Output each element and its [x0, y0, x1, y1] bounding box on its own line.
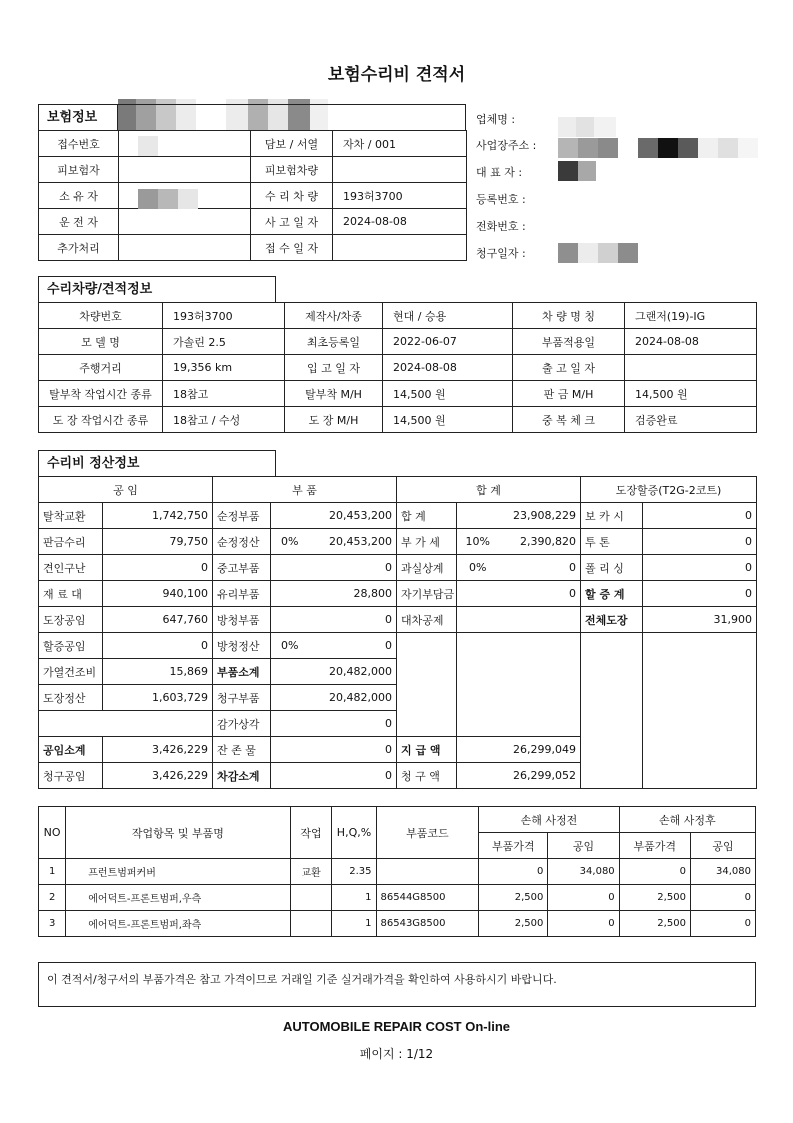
- item-cell: 프런트범퍼커버: [66, 859, 290, 885]
- price-notice: 이 견적서/청구서의 부품가격은 참고 가격이므로 거래일 기준 실거래가격을 확인하여 사용하시기 바랍니다.: [38, 962, 756, 1007]
- insurance-section-header: 보험정보: [38, 104, 118, 130]
- parts-rate: [271, 555, 309, 581]
- col-header-before: 손해 사정전: [479, 807, 619, 833]
- item-cell: 1: [332, 885, 376, 911]
- item-row: [39, 911, 756, 937]
- total-rate: [457, 581, 499, 607]
- total-label: 지 급 액: [397, 737, 457, 763]
- parts-rate: [271, 737, 309, 763]
- parts-rate: [271, 763, 309, 789]
- field-value: 가솔린 2.5: [163, 329, 285, 355]
- insurance-row: [39, 131, 467, 157]
- field-value: 18참고 / 수성: [163, 407, 285, 433]
- labor-label: 공임소계: [39, 737, 103, 763]
- col-header-part-price: 부품가격: [479, 833, 548, 859]
- redacted-owner: [138, 188, 198, 209]
- parts-value: 0: [309, 607, 397, 633]
- empty-cell: [457, 633, 581, 737]
- total-label: 청 구 액: [397, 763, 457, 789]
- item-cell: 0: [619, 859, 690, 885]
- parts-label: 중고부품: [213, 555, 271, 581]
- settlement-row: [39, 633, 757, 659]
- total-rate: [457, 737, 499, 763]
- item-cell: 에어덕트-프론트범퍼,좌측: [66, 911, 290, 937]
- paint-label: 보 카 시: [581, 503, 643, 529]
- company-field-label: 전화번호 :: [476, 220, 526, 233]
- labor-label: 판금수리: [39, 529, 103, 555]
- parts-label: 차감소계: [213, 763, 271, 789]
- total-value: 0: [499, 555, 581, 581]
- paint-label: 투 톤: [581, 529, 643, 555]
- item-row: [39, 859, 756, 885]
- settlement-header-row: [39, 477, 757, 503]
- item-cell: 0: [690, 885, 755, 911]
- item-cell: 34,080: [548, 859, 619, 885]
- col-header-paint: 도장할증(T2G-2코트): [581, 477, 757, 503]
- labor-value: 647,760: [103, 607, 213, 633]
- insurance-table: [38, 130, 467, 261]
- empty-cell: [39, 711, 213, 737]
- field-value: 18참고: [163, 381, 285, 407]
- field-value: 검증완료: [625, 407, 757, 433]
- total-value: 0: [499, 581, 581, 607]
- settlement-row: [39, 555, 757, 581]
- paint-value: 0: [643, 581, 757, 607]
- item-cell: 2,500: [479, 885, 548, 911]
- col-header-no: NO: [39, 807, 66, 859]
- field-value: [625, 355, 757, 381]
- field-label: 피보험차량: [251, 157, 333, 183]
- paint-value: 0: [643, 503, 757, 529]
- paint-value: 0: [643, 555, 757, 581]
- paint-label: 전체도장: [581, 607, 643, 633]
- labor-label: 도장정산: [39, 685, 103, 711]
- field-value: 2024-08-08: [333, 209, 467, 235]
- labor-value: 15,869: [103, 659, 213, 685]
- labor-label: 견인구난: [39, 555, 103, 581]
- paint-value: 0: [643, 529, 757, 555]
- paint-label: 폴 리 싱: [581, 555, 643, 581]
- parts-value: 0: [309, 633, 397, 659]
- field-label: 접 수 일 자: [251, 235, 333, 261]
- field-value: 19,356 km: [163, 355, 285, 381]
- field-label: 차 량 명 칭: [513, 303, 625, 329]
- item-cell: 교환: [290, 859, 332, 885]
- item-cell: 0: [548, 911, 619, 937]
- settlement-row: [39, 581, 757, 607]
- total-label: 부 가 세: [397, 529, 457, 555]
- field-label: 접수번호: [39, 131, 119, 157]
- parts-rate: [271, 607, 309, 633]
- field-value: 2022-06-07: [383, 329, 513, 355]
- item-cell: 0: [479, 859, 548, 885]
- parts-rate: [271, 685, 309, 711]
- parts-value: 20,482,000: [309, 685, 397, 711]
- paint-value: 31,900: [643, 607, 757, 633]
- total-rate: [457, 763, 499, 789]
- parts-value: 20,453,200: [309, 503, 397, 529]
- vehicle-row: [39, 303, 757, 329]
- col-header-labor: 공임: [690, 833, 755, 859]
- redacted-address: [558, 137, 758, 158]
- col-header-name: 작업항목 및 부품명: [66, 807, 290, 859]
- item-cell: 2: [39, 885, 66, 911]
- parts-value: 28,800: [309, 581, 397, 607]
- total-rate: [457, 607, 499, 633]
- item-cell: 2,500: [619, 885, 690, 911]
- parts-value: 0: [309, 763, 397, 789]
- parts-label: 방청부품: [213, 607, 271, 633]
- total-label: 과실상계: [397, 555, 457, 581]
- field-label: 판 금 M/H: [513, 381, 625, 407]
- parts-value: 20,453,200: [309, 529, 397, 555]
- col-header-total: 합 계: [397, 477, 581, 503]
- settlement-section-header: 수리비 정산정보: [38, 450, 276, 476]
- empty-cell: [397, 633, 457, 737]
- labor-label: 할증공임: [39, 633, 103, 659]
- item-cell: [290, 885, 332, 911]
- item-cell: 에어덕트-프론트범퍼,우측: [66, 885, 290, 911]
- vehicle-section-header: 수리차량/견적정보: [38, 276, 276, 302]
- item-cell: [376, 859, 479, 885]
- field-value: [119, 235, 251, 261]
- field-value: 현대 / 승용: [383, 303, 513, 329]
- item-cell: 2.35: [332, 859, 376, 885]
- item-cell: 1: [39, 859, 66, 885]
- item-cell: [290, 911, 332, 937]
- items-header-row: [39, 807, 756, 833]
- insurance-row: [39, 235, 467, 261]
- redacted-receipt-no: [138, 135, 158, 156]
- vehicle-row: [39, 329, 757, 355]
- labor-label: 가열건조비: [39, 659, 103, 685]
- company-field-label: 업체명 :: [476, 113, 516, 126]
- total-value: 2,390,820: [499, 529, 581, 555]
- redacted-company-name: [558, 116, 616, 137]
- item-cell: 2,500: [479, 911, 548, 937]
- company-field-label: 사업장주소 :: [476, 139, 537, 152]
- field-label: 중 복 체 크: [513, 407, 625, 433]
- col-header-hq: H,Q,%: [332, 807, 376, 859]
- labor-value: 3,426,229: [103, 763, 213, 789]
- item-cell: 86543G8500: [376, 911, 479, 937]
- labor-value: 1,603,729: [103, 685, 213, 711]
- company-field-label: 청구일자 :: [476, 247, 526, 260]
- parts-value: 0: [309, 737, 397, 763]
- labor-label: 도장공임: [39, 607, 103, 633]
- total-rate: [457, 503, 499, 529]
- labor-value: 79,750: [103, 529, 213, 555]
- col-header-labor: 공 임: [39, 477, 213, 503]
- insurance-row: [39, 183, 467, 209]
- labor-label: 청구공임: [39, 763, 103, 789]
- item-cell: 1: [332, 911, 376, 937]
- field-value: 자차 / 001: [333, 131, 467, 157]
- labor-value: 3,426,229: [103, 737, 213, 763]
- parts-rate: [271, 581, 309, 607]
- parts-label: 청구부품: [213, 685, 271, 711]
- field-value: 193허3700: [163, 303, 285, 329]
- col-header-part-price: 부품가격: [619, 833, 690, 859]
- col-header-parts: 부 품: [213, 477, 397, 503]
- item-cell: 86544G8500: [376, 885, 479, 911]
- total-label: 합 계: [397, 503, 457, 529]
- parts-rate: [271, 711, 309, 737]
- field-label: 주행거리: [39, 355, 163, 381]
- field-value: 2024-08-08: [625, 329, 757, 355]
- parts-rate: [271, 503, 309, 529]
- field-label: 부품적용일: [513, 329, 625, 355]
- labor-label: 탈착교환: [39, 503, 103, 529]
- parts-value: 20,482,000: [309, 659, 397, 685]
- empty-cell: [581, 633, 643, 789]
- field-value: [119, 157, 251, 183]
- settlement-row: [39, 607, 757, 633]
- field-label: 모 델 명: [39, 329, 163, 355]
- parts-label: 유리부품: [213, 581, 271, 607]
- parts-rate: 0%: [271, 633, 309, 659]
- field-label: 차량번호: [39, 303, 163, 329]
- total-rate: 10%: [457, 529, 499, 555]
- field-label: 담보 / 서열: [251, 131, 333, 157]
- parts-label: 순정정산: [213, 529, 271, 555]
- item-cell: 2,500: [619, 911, 690, 937]
- redacted-representative: [558, 160, 596, 181]
- parts-label: 순정부품: [213, 503, 271, 529]
- redacted-insurance-id: [118, 99, 328, 131]
- settlement-table: [38, 476, 757, 789]
- field-label: 수 리 차 량: [251, 183, 333, 209]
- insurance-row: [39, 209, 467, 235]
- col-header-labor: 공임: [548, 833, 619, 859]
- field-value: 193허3700: [333, 183, 467, 209]
- footer-brand: AUTOMOBILE REPAIR COST On-line: [282, 1019, 511, 1034]
- vehicle-table: [38, 302, 757, 433]
- parts-value: 0: [309, 711, 397, 737]
- field-label: 제작사/차종: [285, 303, 383, 329]
- field-label: 출 고 일 자: [513, 355, 625, 381]
- item-row: [39, 885, 756, 911]
- field-label: 도 장 작업시간 종류: [39, 407, 163, 433]
- field-value: 그랜저(19)-IG: [625, 303, 757, 329]
- field-label: 탈부착 M/H: [285, 381, 383, 407]
- company-field-label: 대 표 자 :: [476, 166, 523, 179]
- total-value: [499, 607, 581, 633]
- settlement-row: [39, 503, 757, 529]
- total-rate: 0%: [457, 555, 499, 581]
- company-field-label: 등록번호 :: [476, 193, 526, 206]
- field-label: 사 고 일 자: [251, 209, 333, 235]
- parts-label: 부품소계: [213, 659, 271, 685]
- field-value: [333, 157, 467, 183]
- item-cell: 34,080: [690, 859, 755, 885]
- field-value: 14,500 원: [383, 407, 513, 433]
- parts-label: 감가상각: [213, 711, 271, 737]
- total-label: 대차공제: [397, 607, 457, 633]
- document-title: 보험수리비 견적서: [327, 65, 466, 85]
- field-label: 피보험자: [39, 157, 119, 183]
- settlement-row: [39, 529, 757, 555]
- labor-value: 1,742,750: [103, 503, 213, 529]
- item-cell: 3: [39, 911, 66, 937]
- total-value: 26,299,052: [499, 763, 581, 789]
- field-value: [119, 209, 251, 235]
- items-table: [38, 806, 756, 937]
- field-label: 탈부착 작업시간 종류: [39, 381, 163, 407]
- field-label: 도 장 M/H: [285, 407, 383, 433]
- paint-label: 할 증 계: [581, 581, 643, 607]
- field-label: 운 전 자: [39, 209, 119, 235]
- parts-label: 방청정산: [213, 633, 271, 659]
- parts-value: 0: [309, 555, 397, 581]
- field-value: [333, 235, 467, 261]
- labor-label: 재 료 대: [39, 581, 103, 607]
- parts-rate: [271, 659, 309, 685]
- total-value: 23,908,229: [499, 503, 581, 529]
- redacted-claim-date: [558, 242, 638, 263]
- field-label: 최초등록일: [285, 329, 383, 355]
- field-value: 14,500 원: [625, 381, 757, 407]
- labor-value: 940,100: [103, 581, 213, 607]
- item-cell: 0: [690, 911, 755, 937]
- field-label: 입 고 일 자: [285, 355, 383, 381]
- parts-label: 잔 존 물: [213, 737, 271, 763]
- field-label: 추가처리: [39, 235, 119, 261]
- empty-cell: [643, 633, 757, 789]
- col-header-code: 부품코드: [376, 807, 479, 859]
- col-header-work: 작업: [290, 807, 332, 859]
- item-cell: 0: [548, 885, 619, 911]
- total-label: 자기부담금: [397, 581, 457, 607]
- field-value: 2024-08-08: [383, 355, 513, 381]
- labor-value: 0: [103, 633, 213, 659]
- field-value: 14,500 원: [383, 381, 513, 407]
- parts-rate: 0%: [271, 529, 309, 555]
- vehicle-row: [39, 407, 757, 433]
- field-label: 소 유 자: [39, 183, 119, 209]
- total-value: 26,299,049: [499, 737, 581, 763]
- labor-value: 0: [103, 555, 213, 581]
- page-indicator: 페이지 : 1/12: [359, 1047, 434, 1061]
- col-header-after: 손해 사정후: [619, 807, 755, 833]
- vehicle-row: [39, 355, 757, 381]
- vehicle-row: [39, 381, 757, 407]
- insurance-row: [39, 157, 467, 183]
